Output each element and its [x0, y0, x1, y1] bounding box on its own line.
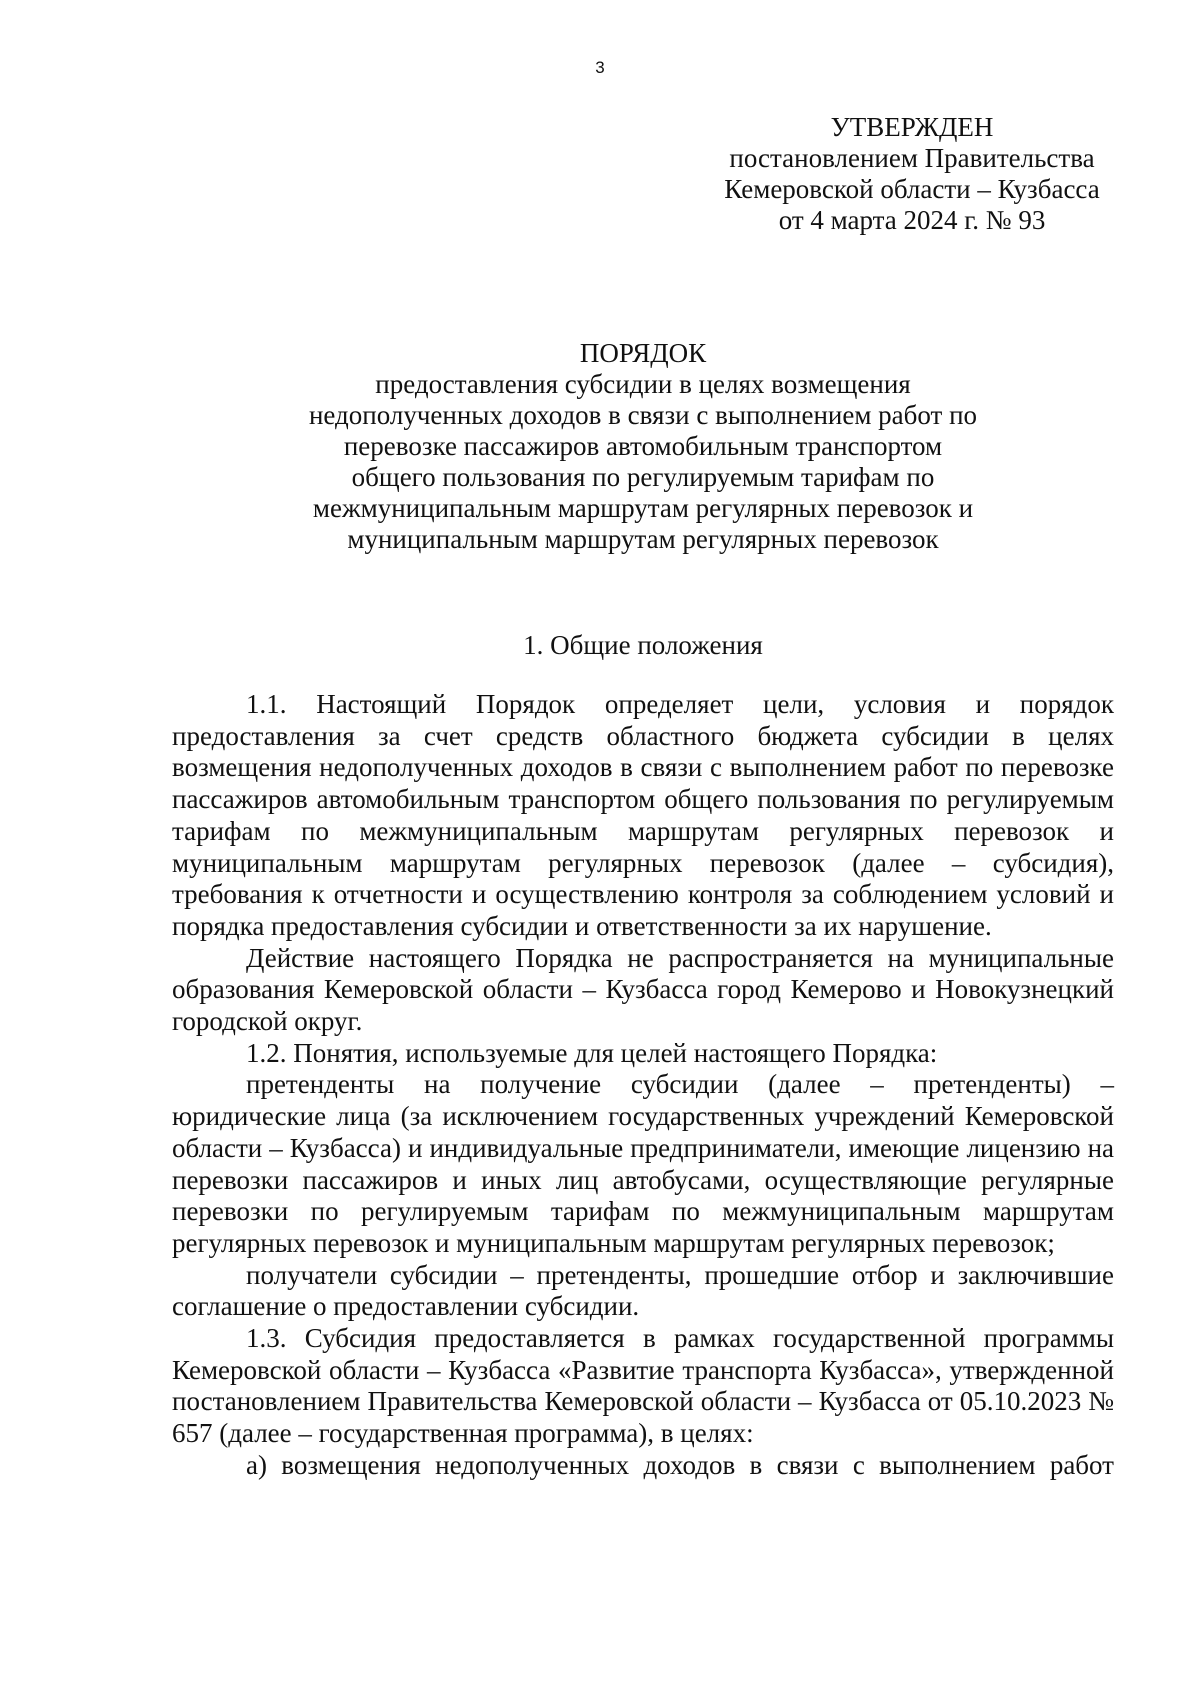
paragraph: 1.3. Субсидия предоставляется в рамках государственной программы Кемеровской области – Кузбасса «Развитие транспорта Кузбасса», утвержденной постановлением Правительства Кемеровской области – Кузбасса от 05.10.2023 № 657 (далее – государственная программа), в целях: [172, 1323, 1114, 1449]
section-body [172, 689, 1114, 1482]
section-heading: 1. Общие положения [523, 630, 763, 660]
subtitle-line: межмуниципальным маршрутам регулярных перевозок и [312, 493, 974, 523]
subtitle-line: муниципальным маршрутам регулярных перевозок [347, 524, 939, 554]
subtitle-line: предоставления субсидии в целях возмещения [375, 369, 911, 399]
paragraph: претенденты на получение субсидии (далее – претенденты) – юридические лица (за исключением государственных учреждений Кемеровской области – Кузбасса) и индивидуальные предприниматели, имеющие лицензию на перевозки пассажиров и иных лиц автобусами, осуществляющие регулярные перевозки по регулируемым тарифам по межмуниципальным маршрутам регулярных перевозок и муниципальным маршрутам регулярных перевозок; [172, 1069, 1114, 1258]
page-number: 3 [595, 58, 605, 77]
approval-line: Кемеровской области – Кузбасса [724, 174, 1100, 204]
approval-line: от 4 марта 2024 г. № 93 [778, 205, 1046, 235]
subtitle-line: общего пользования по регулируемым тарифам по [351, 462, 935, 492]
paragraph: 1.1. Настоящий Порядок определяет цели, условия и порядок предоставления за счет средств областного бюджета субсидии в целях возмещения недополученных доходов в связи с выполнением работ по перевозке пассажиров автомобильным транспортом общего пользования по регулируемым тарифам по межмуниципальным маршрутам регулярных перевозок и муниципальным маршрутам регулярных перевозок (далее – субсидия), требования к отчетности и осуществлению контроля за соблюдением условий и порядка предоставления субсидии и ответственности за их нарушение. [172, 689, 1114, 941]
paragraph: Действие настоящего Порядка не распространяется на муниципальные образования Кемеровской области – Кузбасса город Кемерово и Новокузнецкий городской округ. [172, 942, 1114, 1037]
paragraph: а) возмещения недополученных доходов в связи с выполнением работ [246, 1449, 1114, 1480]
paragraph: 1.2. Понятия, используемые для целей настоящего Порядка: [246, 1037, 938, 1068]
subtitle-line: недополученных доходов в связи с выполнением работ по [308, 400, 978, 430]
document-subtitle [170, 369, 1116, 555]
approval-stamp-block [672, 112, 1152, 236]
approval-line: постановлением Правительства [729, 143, 1095, 173]
document-title: ПОРЯДОК [579, 338, 707, 368]
document-title-block [170, 338, 1116, 555]
approval-line: УТВЕРЖДЕН [830, 112, 994, 142]
subtitle-line: перевозке пассажиров автомобильным транспортом [343, 431, 943, 461]
paragraph: получатели субсидии – претенденты, прошедшие отбор и заключившие соглашение о предоставлении субсидии. [172, 1259, 1114, 1322]
